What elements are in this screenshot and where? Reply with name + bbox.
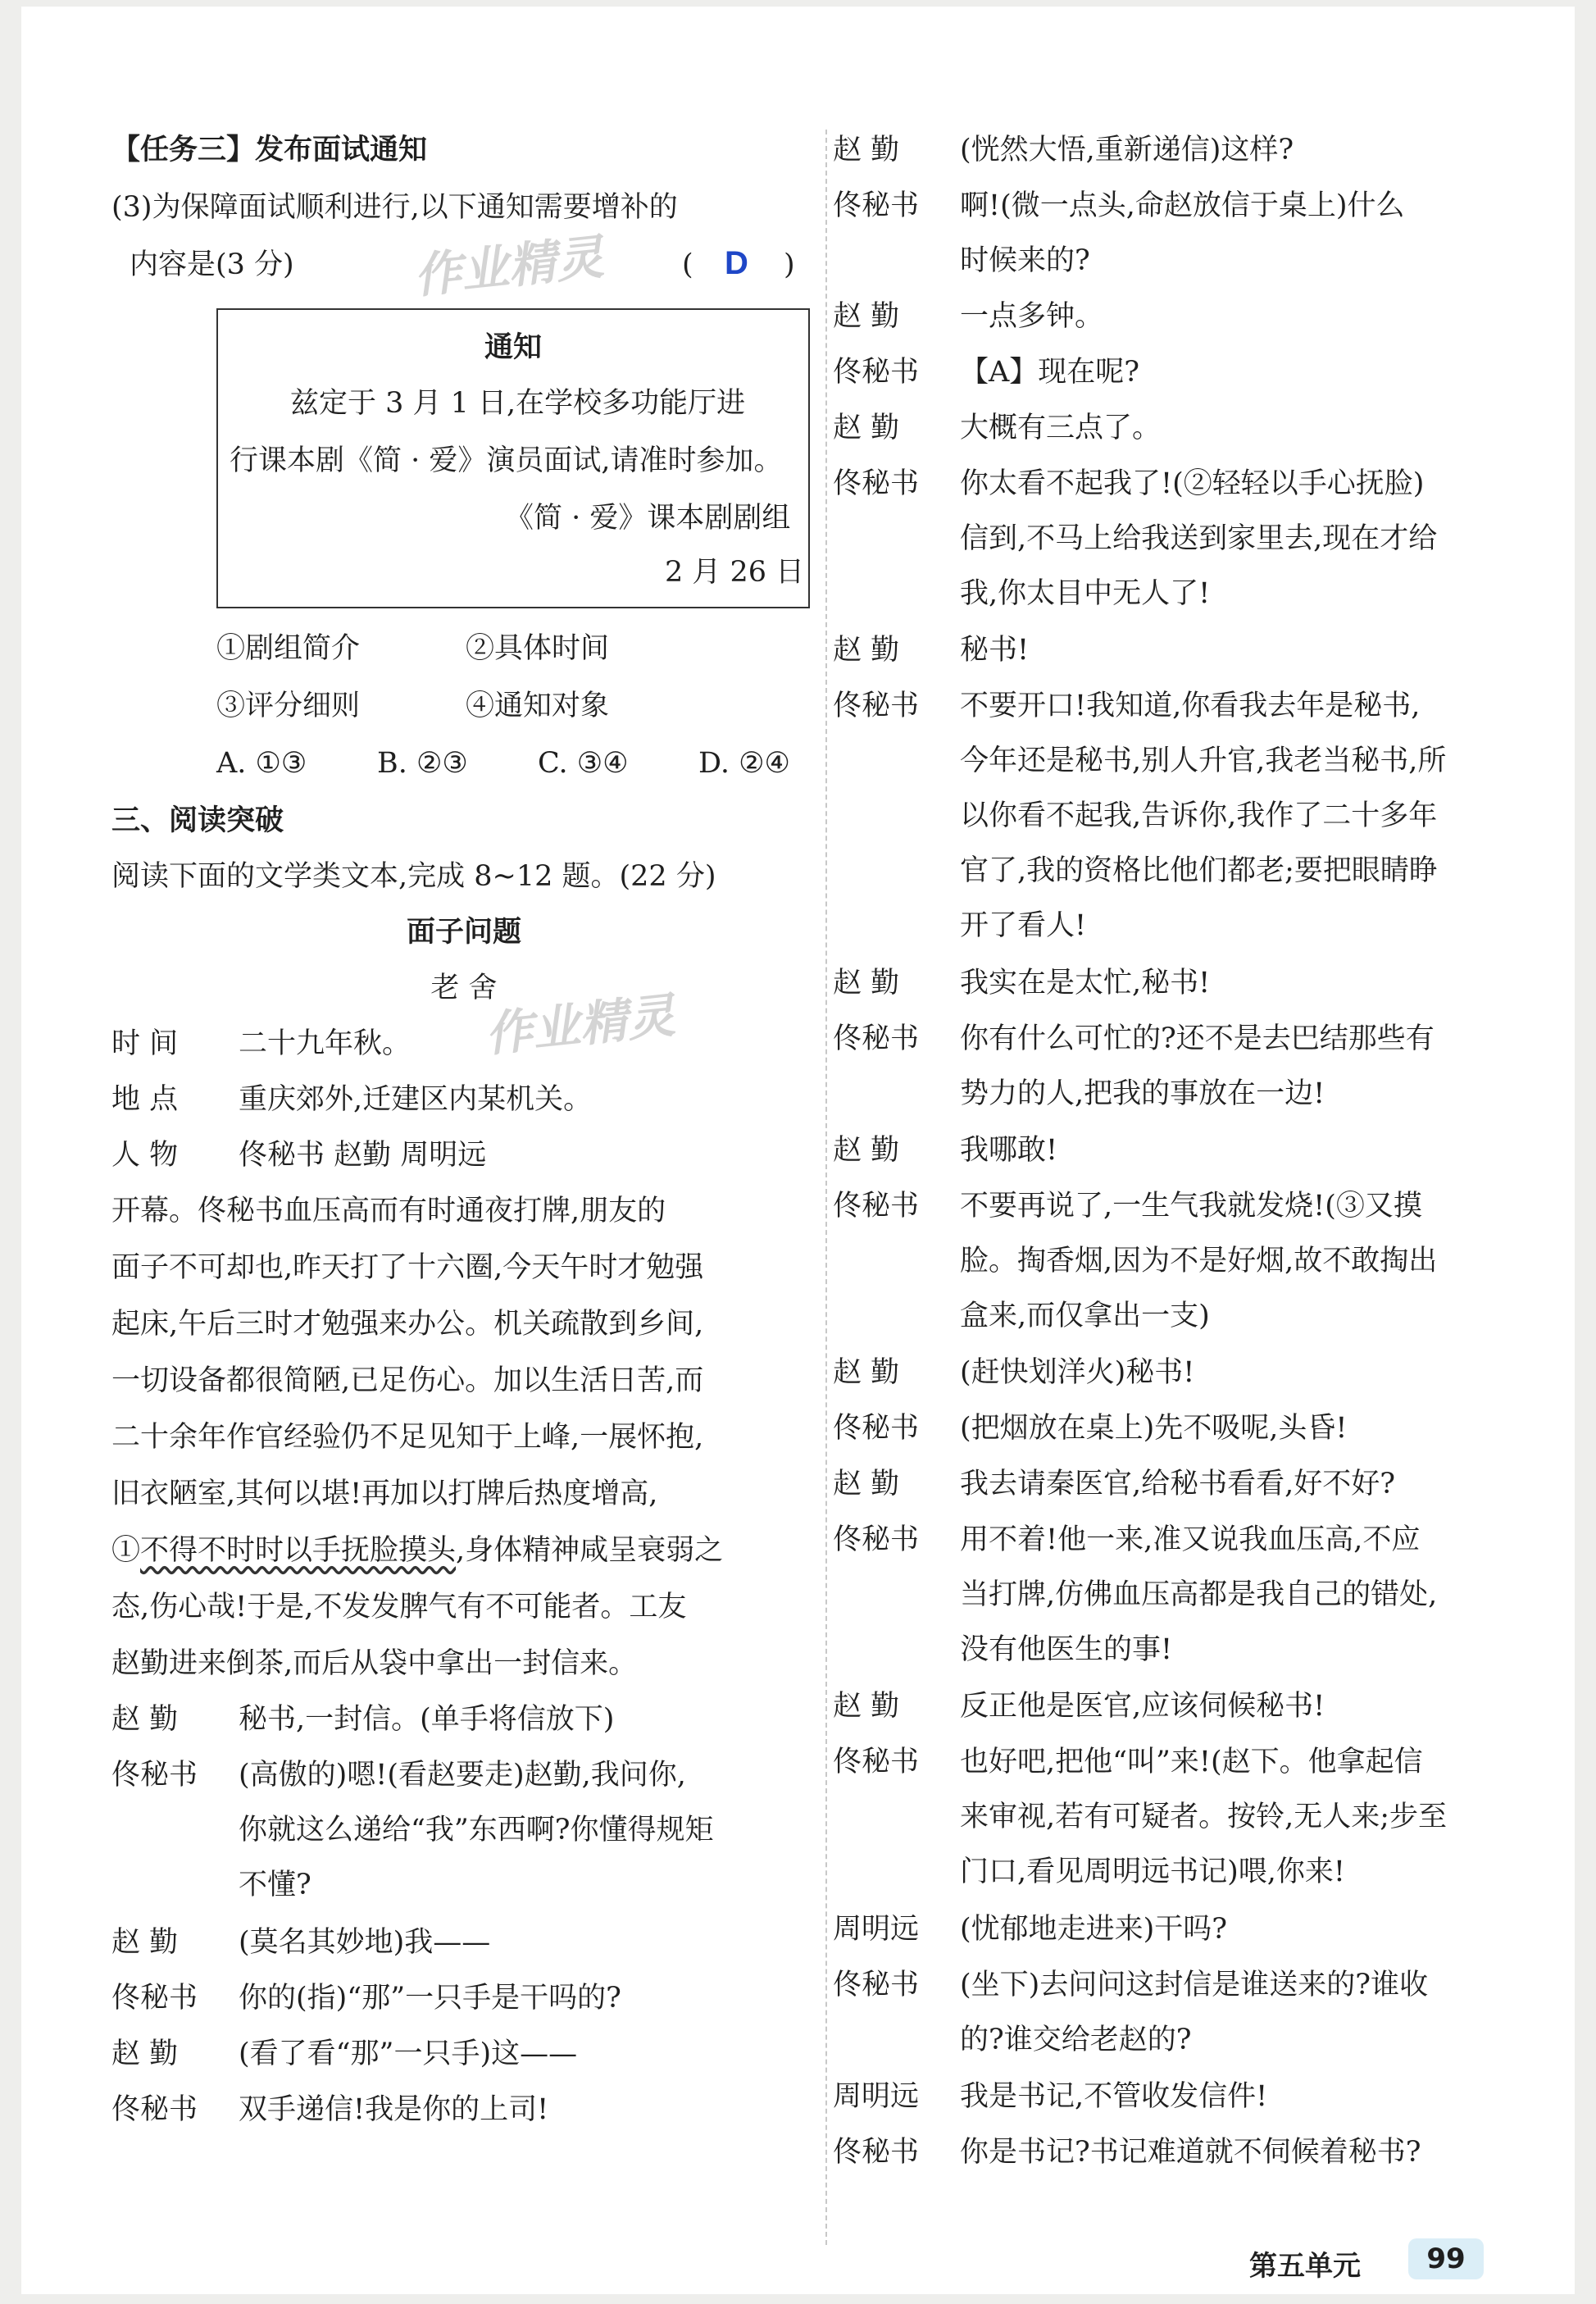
people-value: 佟秘书 赵勤 周明远 bbox=[239, 1139, 487, 1172]
place-value: 重庆郊外,迁建区内某机关。 bbox=[239, 1083, 593, 1116]
dialog-text: 秘书! bbox=[960, 634, 1030, 667]
speaker: 佟秘书 bbox=[833, 2136, 920, 2169]
speaker: 佟秘书 bbox=[111, 2093, 198, 2126]
speaker: 佟秘书 bbox=[833, 1412, 920, 1445]
choice-c: C. ③④ bbox=[538, 747, 629, 780]
intro-line: 旧衣陋室,其何以堪!再加以打牌后热度增高, bbox=[111, 1478, 658, 1510]
dialog-text: 双手递信!我是你的上司! bbox=[239, 2093, 549, 2126]
dialog-text: (忧郁地走进来)干吗? bbox=[960, 1913, 1228, 1946]
notice-title: 通知 bbox=[484, 331, 542, 364]
speaker: 佟秘书 bbox=[833, 356, 920, 389]
speaker: 佟秘书 bbox=[833, 1969, 920, 2001]
dialog-text: 我哪敢! bbox=[960, 1134, 1058, 1167]
dialog-text: 秘书,一封信。(单手将信放下) bbox=[239, 1703, 615, 1736]
speaker: 佟秘书 bbox=[833, 189, 920, 222]
speaker: 赵 勤 bbox=[111, 1703, 179, 1736]
dialog-text: 反正他是医官,应该伺候秘书! bbox=[960, 1690, 1325, 1723]
dialog-text: 你太看不起我了!(②轻轻以手心抚脸) 信到,不马上给我送到家里去,现在才给 我,你太目中无人了! bbox=[960, 467, 1438, 610]
question-3-line2: 内容是(3 分) bbox=[130, 248, 294, 281]
choice-b: B. ②③ bbox=[377, 747, 468, 780]
speaker: 赵 勤 bbox=[111, 2038, 179, 2070]
story-author: 老 舍 bbox=[430, 972, 498, 1004]
speaker: 赵 勤 bbox=[833, 1690, 900, 1723]
dialog-text: 一点多钟。 bbox=[960, 300, 1104, 333]
dialog-text: 用不着!他一来,准又说我血压高,不应 当打牌,仿佛血压高都是我自己的错处, 没有他医生的事! bbox=[960, 1523, 1438, 1666]
dialog-text: (莫名其妙地)我—— bbox=[239, 1926, 491, 1959]
dialog-text: 不要再说了,一生气我就发烧!(③又摸 脸。掏香烟,因为不是好烟,故不敢掏出 盒来,而仅拿出一支) bbox=[960, 1190, 1438, 1332]
intro-line: 起床,午后三时才勉强来办公。机关疏散到乡间, bbox=[111, 1308, 704, 1341]
speaker: 佟秘书 bbox=[833, 1523, 920, 1556]
watermark: 作业精灵 bbox=[411, 229, 607, 304]
speaker: 佟秘书 bbox=[111, 1982, 198, 2015]
column-divider bbox=[825, 130, 827, 2245]
intro-line: 赵勤进来倒茶,而后从袋中拿出一封信来。 bbox=[111, 1647, 638, 1680]
answer-open-paren: ( bbox=[682, 248, 693, 281]
unit-label: 第五单元 bbox=[1249, 2250, 1361, 2283]
dialog-text: 啊!(微一点头,命赵放信于桌上)什么 时候来的? bbox=[960, 189, 1405, 277]
speaker: 赵 勤 bbox=[833, 412, 900, 444]
dialog-text: 你有什么可忙的?还不是去巴结那些有 势力的人,把我的事放在一边! bbox=[960, 1022, 1435, 1110]
speaker: 周明远 bbox=[833, 1913, 920, 1946]
speaker: 佟秘书 bbox=[111, 1759, 198, 1792]
dialog-text: 你的(指)“那”一只手是干吗的? bbox=[239, 1982, 621, 2015]
time-label: 时 间 bbox=[111, 1027, 179, 1060]
speaker: 赵 勤 bbox=[111, 1926, 179, 1959]
answer-mark: D bbox=[725, 245, 748, 281]
speaker: 赵 勤 bbox=[833, 1468, 900, 1500]
reading-instruction: 阅读下面的文学类文本,完成 8~12 题。(22 分) bbox=[111, 860, 716, 893]
speaker: 周明远 bbox=[833, 2080, 920, 2113]
notice-box bbox=[216, 308, 810, 608]
dialog-text: 我去请秦医官,给秘书看看,好不好? bbox=[960, 1468, 1396, 1500]
dialog-text: (恍然大悟,重新递信)这样? bbox=[960, 134, 1294, 166]
notice-date: 2 月 26 日 bbox=[665, 556, 805, 589]
people-label: 人 物 bbox=[111, 1139, 179, 1172]
speaker: 佟秘书 bbox=[833, 1022, 920, 1055]
choice-d: D. ②④ bbox=[698, 747, 790, 780]
dialog-text: 我是书记,不管收发信件! bbox=[960, 2080, 1268, 2113]
dialog-text: 我实在是太忙,秘书! bbox=[960, 967, 1211, 999]
intro-line: 一切设备都很简陋,已足伤心。加以生活日苦,而 bbox=[111, 1364, 704, 1397]
task-heading: 【任务三】发布面试通知 bbox=[111, 134, 428, 166]
dialog-text: (看了看“那”一只手)这—— bbox=[239, 2038, 578, 2070]
speaker: 赵 勤 bbox=[833, 1356, 900, 1389]
dialog-text: (坐下)去问问这封信是谁送来的?谁收 的?谁交给老赵的? bbox=[960, 1969, 1429, 2056]
intro-line: 态,伤心哉!于是,不发发脾气有不可能者。工友 bbox=[111, 1591, 687, 1623]
dialog-text: 你是书记?书记难道就不伺候着秘书? bbox=[960, 2136, 1421, 2169]
place-label: 地 点 bbox=[111, 1083, 179, 1116]
question-3-line1: (3)为保障面试顺利进行,以下通知需要增补的 bbox=[111, 191, 678, 224]
time-value: 二十九年秋。 bbox=[239, 1027, 412, 1060]
speaker: 佟秘书 bbox=[833, 690, 920, 722]
section-heading: 三、阅读突破 bbox=[111, 804, 284, 837]
story-title: 面子问题 bbox=[406, 916, 521, 949]
option-2: ②具体时间 bbox=[466, 632, 610, 665]
notice-body-line2: 行课本剧《简 · 爱》演员面试,请准时参加。 bbox=[230, 444, 783, 477]
underlined-phrase-1: 不得不时时以手抚脸摸头 bbox=[140, 1534, 457, 1567]
dialog-text: 【A】现在呢? bbox=[960, 356, 1140, 389]
watermark: 作业精灵 bbox=[482, 987, 678, 1063]
intro-line-underlined bbox=[111, 1530, 723, 1571]
dialog-text: (把烟放在桌上)先不吸呢,头昏! bbox=[960, 1412, 1348, 1445]
marker-1: ① bbox=[111, 1534, 141, 1567]
intro-line: 面子不可却也,昨天打了十六圈,今天午时才勉强 bbox=[111, 1251, 704, 1284]
dialog-text: 大概有三点了。 bbox=[960, 412, 1162, 444]
intro-line: 二十余年作官经验仍不足见知于上峰,一展怀抱, bbox=[111, 1421, 704, 1454]
answer-close-paren: ) bbox=[784, 248, 795, 281]
speaker: 赵 勤 bbox=[833, 634, 900, 667]
choice-a: A. ①③ bbox=[216, 747, 307, 780]
speaker: 佟秘书 bbox=[833, 467, 920, 500]
dialog-text: (高傲的)嗯!(看赵要走)赵勤,我问你, 你就这么递给“我”东西啊?你懂得规矩 不懂? bbox=[239, 1759, 714, 1901]
speaker: 赵 勤 bbox=[833, 967, 900, 999]
notice-body-line1: 兹定于 3 月 1 日,在学校多功能厅进 bbox=[290, 387, 746, 420]
speaker: 佟秘书 bbox=[833, 1190, 920, 1223]
page-number: 99 bbox=[1408, 2238, 1484, 2279]
option-4: ④通知对象 bbox=[466, 690, 610, 722]
dialog-text: (赶快划洋火)秘书! bbox=[960, 1356, 1195, 1389]
page bbox=[21, 7, 1575, 2294]
option-1: ①剧组简介 bbox=[216, 632, 361, 665]
speaker: 赵 勤 bbox=[833, 1134, 900, 1167]
speaker: 赵 勤 bbox=[833, 134, 900, 166]
intro-line: 开幕。佟秘书血压高而有时通夜打牌,朋友的 bbox=[111, 1195, 666, 1227]
speaker: 赵 勤 bbox=[833, 300, 900, 333]
dialog-text: 也好吧,把他“叫”来!(赵下。他拿起信 来审视,若有可疑者。按铃,无人来;步至 门口,看见周明远书记)喂,你来! bbox=[960, 1746, 1448, 1888]
dialog-text: 不要开口!我知道,你看我去年是秘书, 今年还是秘书,别人升官,我老当秘书,所 以你看不起我,告诉你,我作了二十多年 官了,我的资格比他们都老;要把眼睛睁 开了看人! bbox=[960, 690, 1447, 942]
option-3: ③评分细则 bbox=[216, 690, 361, 722]
speaker: 佟秘书 bbox=[833, 1746, 920, 1778]
intro-line-rest: ,身体精神咸呈衰弱之 bbox=[456, 1534, 724, 1567]
notice-signature: 《简 · 爱》课本剧剧组 bbox=[505, 502, 791, 535]
